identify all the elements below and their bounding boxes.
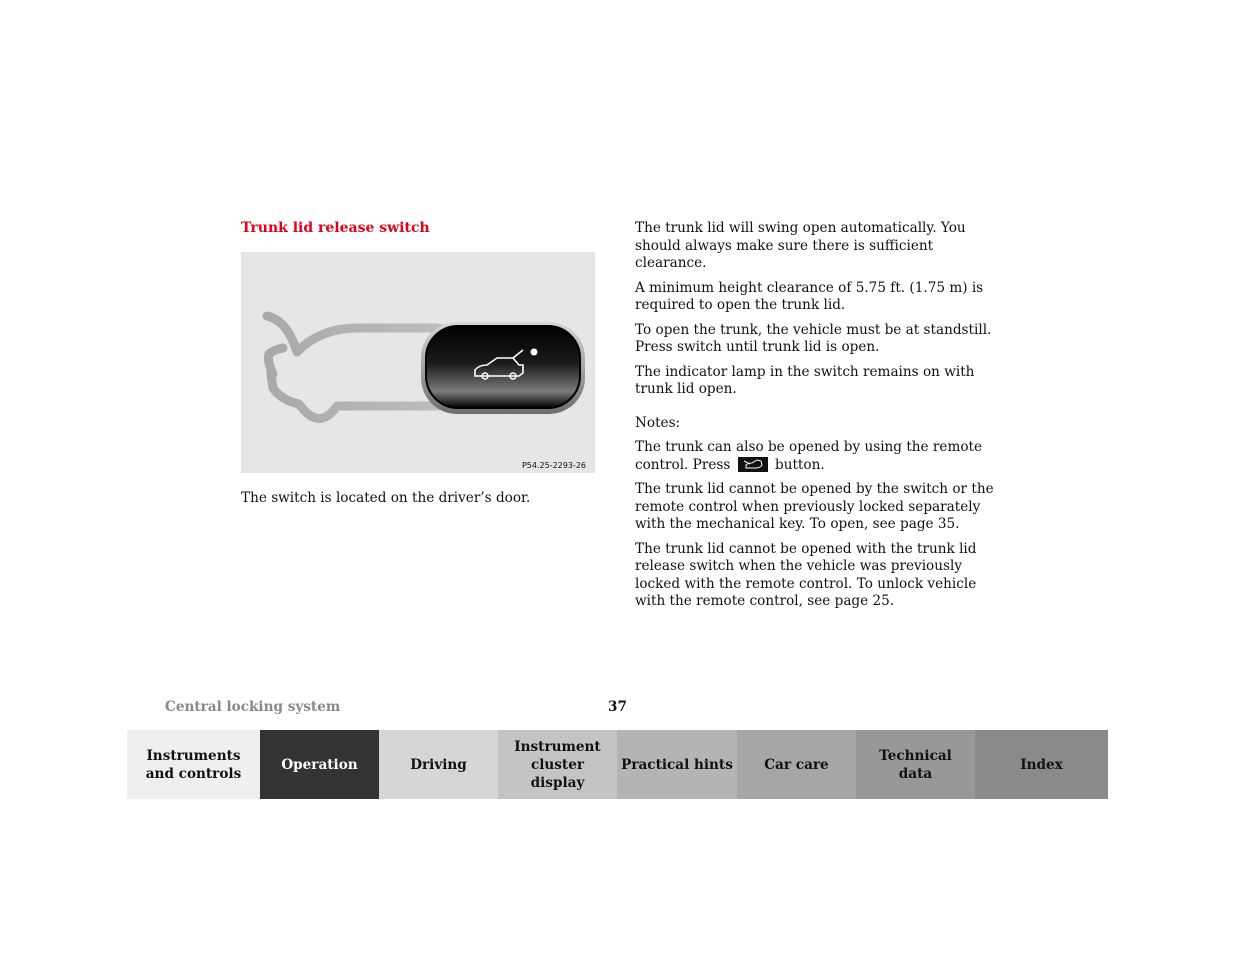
nav-tab-car-care[interactable]: Car care xyxy=(737,730,856,799)
nav-tab-operation[interactable]: Operation xyxy=(260,730,379,799)
nav-tab-technical-data[interactable]: Technical data xyxy=(856,730,975,799)
chapter-nav xyxy=(127,730,1108,799)
trunk-lid-release-switch-illustration xyxy=(241,252,595,473)
body-text xyxy=(635,220,1000,618)
note-remote-locked: The trunk lid cannot be opened with the trunk lid release switch when the vehicle was previously locked with the remote control. To unlock vehicle with the remote control, see page 25. xyxy=(635,540,977,609)
nav-tab-driving[interactable]: Driving xyxy=(379,730,498,799)
footer-section-title: Central locking system xyxy=(165,699,341,715)
paragraph-open-trunk: To open the trunk, the vehicle must be at standstill. Press switch until trunk lid is open. xyxy=(635,321,992,355)
figure-code: P54.25-2293-26 xyxy=(521,461,586,470)
nav-tab-instruments-and-controls[interactable]: Instruments and controls xyxy=(127,730,260,799)
paragraph-height: A minimum height clearance of 5.75 ft. (1.75 m) is required to open the trunk lid. xyxy=(635,279,984,313)
section-heading: Trunk lid release switch xyxy=(241,220,430,236)
nav-tab-index[interactable]: Index xyxy=(975,730,1108,799)
note-remote-text: The trunk can also be opened by using the remote control. Press xyxy=(635,439,983,473)
figure-caption: The switch is located on the driver’s door. xyxy=(241,490,531,506)
notes-label: Notes: xyxy=(635,414,681,431)
nav-tab-practical-hints[interactable]: Practical hints xyxy=(617,730,737,799)
nav-tab-instrument-cluster-display[interactable]: Instrument cluster display xyxy=(498,730,617,799)
paragraph-indicator: The indicator lamp in the switch remains on with trunk lid open. xyxy=(635,363,975,397)
paragraph-clearance: The trunk lid will swing open automatically. You should always make sure there is sufficient clearance. xyxy=(635,220,966,271)
trunk-release-switch-figure xyxy=(241,252,595,473)
note-mechanical-key: The trunk lid cannot be opened by the switch or the remote control when previously locked separately with the mechanical key. To open, see page 35. xyxy=(635,481,994,532)
note-remote-suffix: button. xyxy=(775,456,825,473)
note-remote xyxy=(635,439,1000,474)
page-number: 37 xyxy=(608,699,627,715)
trunk-key-button-icon xyxy=(738,457,768,472)
